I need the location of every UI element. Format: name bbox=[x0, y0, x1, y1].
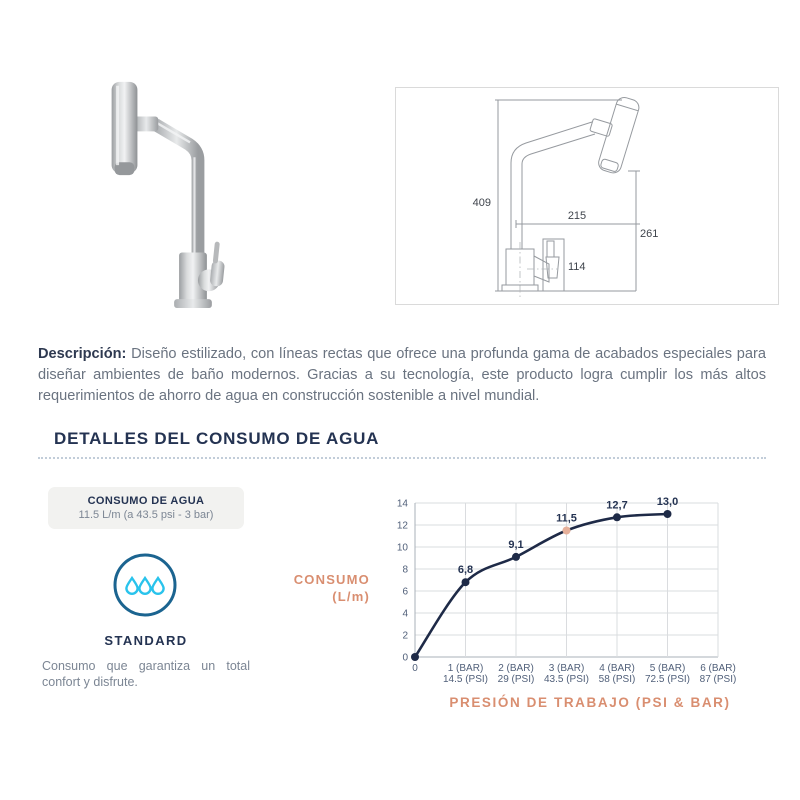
dim-spout-reach: 215 bbox=[567, 210, 587, 222]
chart-x-axis-title: PRESIÓN DE TRABAJO (PSI & BAR) bbox=[449, 695, 731, 710]
standard-label: STANDARD bbox=[104, 633, 188, 648]
description-label: Descripción: bbox=[38, 345, 127, 362]
y-tick-label: 8 bbox=[402, 564, 408, 576]
consumption-line-chart bbox=[380, 485, 737, 691]
data-point-label: 13,0 bbox=[656, 496, 679, 508]
y-tick-label: 14 bbox=[396, 498, 408, 510]
y-tick-label: 0 bbox=[402, 652, 408, 664]
dim-outlet-height: 261 bbox=[640, 228, 659, 240]
data-point-label: 11,5 bbox=[556, 512, 577, 525]
x-tick-label-bar: 4 (BAR) bbox=[599, 663, 635, 674]
data-point bbox=[563, 527, 571, 535]
x-tick-label-psi: 87 (PSI) bbox=[699, 674, 737, 685]
data-point bbox=[411, 653, 419, 661]
consumption-summary-box bbox=[48, 487, 244, 529]
data-point bbox=[613, 513, 621, 521]
section-title: DETALLES DEL CONSUMO DE AGUA bbox=[54, 429, 380, 448]
faucet-photo-illustration bbox=[62, 58, 320, 316]
technical-drawing-panel bbox=[395, 87, 779, 305]
consumption-line bbox=[415, 514, 668, 657]
x-tick-label-psi: 14.5 (PSI) bbox=[442, 674, 489, 685]
data-point-label: 12,7 bbox=[606, 499, 628, 512]
water-drops-icon bbox=[112, 552, 178, 618]
y-tick-label: 6 bbox=[402, 586, 408, 598]
x-tick-label-psi: 43.5 (PSI) bbox=[543, 674, 590, 685]
x-tick-label-bar: 3 (BAR) bbox=[548, 663, 585, 674]
product-description bbox=[38, 344, 766, 407]
chart-y-axis-title-line1: CONSUMO bbox=[293, 572, 370, 587]
chart-y-axis-title bbox=[285, 571, 370, 605]
chart-y-axis-title-line2: (L/m) bbox=[332, 589, 370, 604]
consumption-box-title: CONSUMO DE AGUA bbox=[87, 495, 205, 507]
y-tick-label: 2 bbox=[402, 630, 408, 642]
dotted-separator bbox=[38, 457, 766, 459]
standard-description: Consumo que garantiza un total confort y disfrute. bbox=[42, 659, 250, 689]
x-tick-label-psi: 72.5 (PSI) bbox=[644, 674, 691, 685]
dim-handle: 114 bbox=[568, 261, 586, 273]
description-text: Diseño estilizado, con líneas rectas que ofrece una profunda gama de acabados especiales para diseñar ambientes de baño modernos. Gracias a su tecnología, este producto logra cumplir los más altos requerimientos de ahorro de agua en construcción sostenible a nivel mundial. bbox=[38, 345, 766, 404]
x-tick-label-bar: 1 (BAR) bbox=[447, 663, 484, 674]
y-tick-label: 4 bbox=[402, 608, 408, 620]
product-photo bbox=[62, 58, 320, 320]
data-point-label: 9,1 bbox=[508, 538, 524, 551]
data-point bbox=[462, 578, 470, 586]
x-tick-label-psi: 58 (PSI) bbox=[598, 674, 636, 685]
faucet-dimension-drawing bbox=[396, 88, 778, 304]
consumption-box-value: 11.5 L/m (a 43.5 psi - 3 bar) bbox=[78, 509, 214, 521]
x-tick-label-bar: 5 (BAR) bbox=[649, 663, 686, 674]
y-tick-label: 12 bbox=[396, 520, 408, 532]
x-tick-label-bar: 6 (BAR) bbox=[700, 663, 736, 674]
dim-total-height: 409 bbox=[472, 197, 491, 209]
data-point-label: 6,8 bbox=[457, 564, 474, 577]
data-point bbox=[664, 510, 672, 518]
x-tick-label-bar: 2 (BAR) bbox=[498, 663, 534, 674]
data-point bbox=[512, 553, 520, 561]
y-tick-label: 10 bbox=[396, 542, 408, 554]
x-tick-label-psi: 29 (PSI) bbox=[497, 674, 535, 685]
x-tick-label-bar: 0 bbox=[412, 663, 418, 674]
